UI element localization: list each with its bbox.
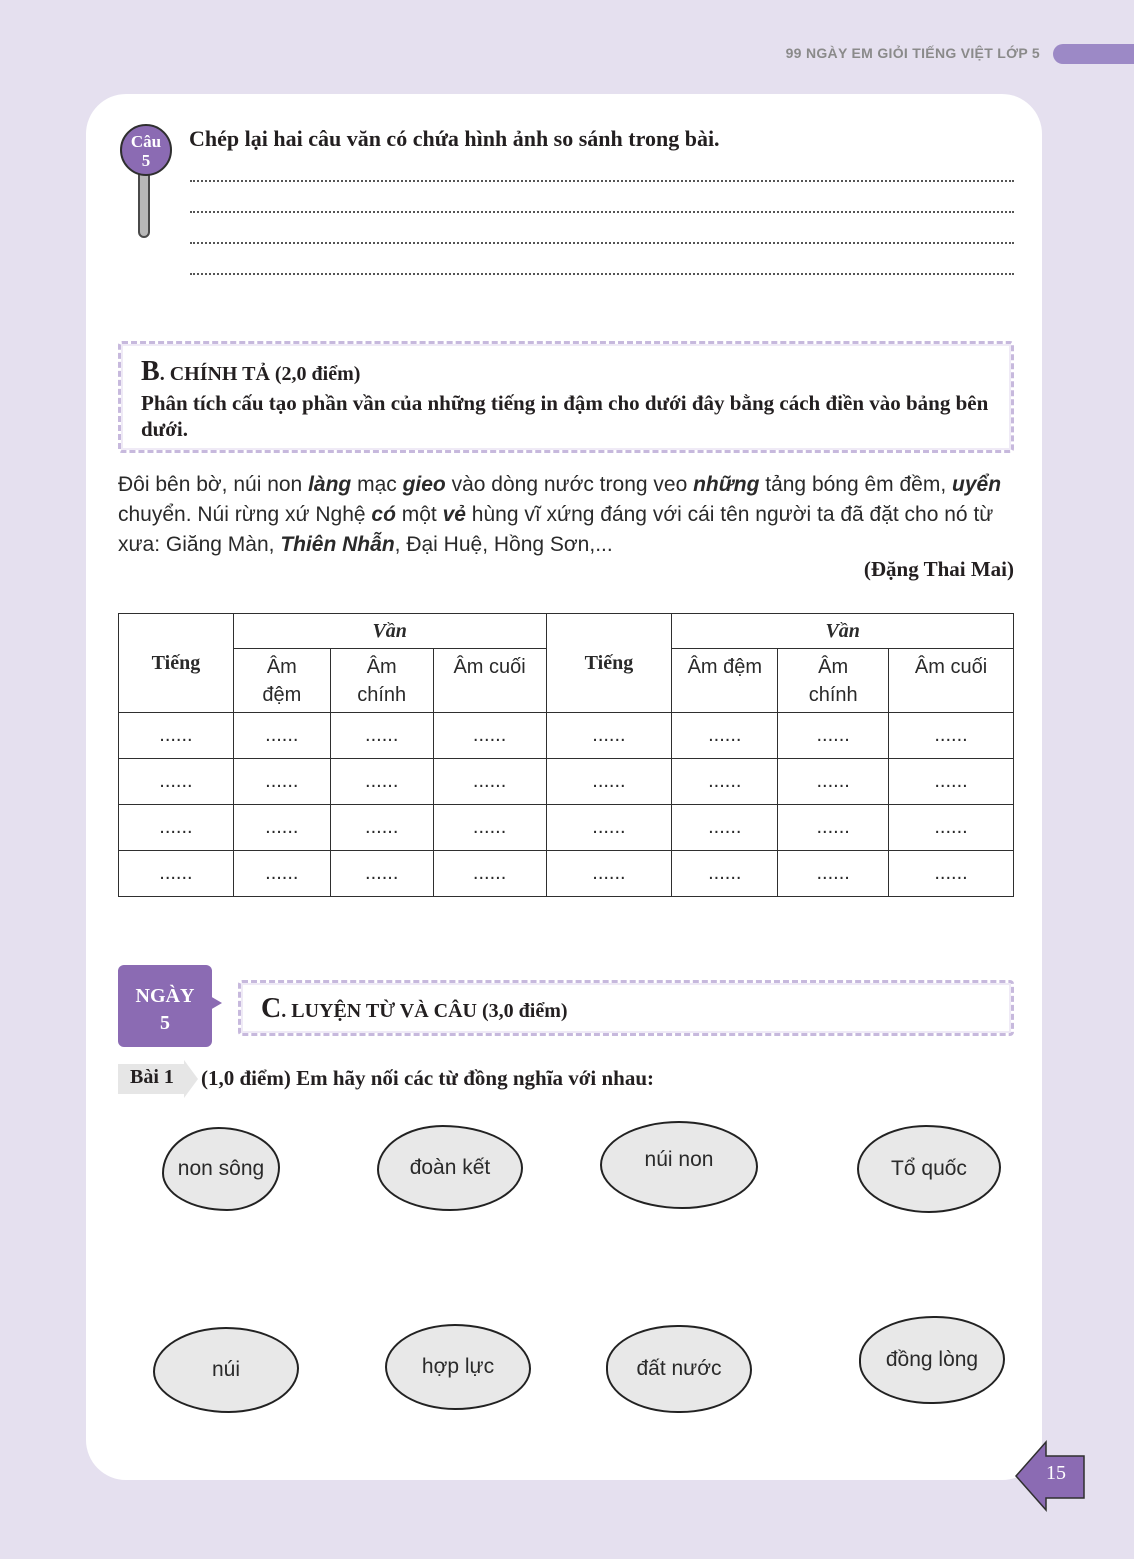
answer-cell[interactable]: ......	[672, 851, 778, 897]
answer-line[interactable]	[190, 273, 1014, 275]
pin-stick-icon	[138, 168, 150, 238]
highlighted-word: vẻ	[442, 503, 466, 526]
passage-segment: mạc	[351, 473, 403, 496]
answer-cell[interactable]: ......	[546, 759, 672, 805]
header-am-dem: Âm đệm	[672, 649, 778, 713]
header-accent-bar	[1053, 44, 1134, 64]
answer-cell[interactable]: ......	[119, 851, 234, 897]
answer-line[interactable]	[190, 242, 1014, 244]
exercise-tag: Bài 1	[118, 1064, 184, 1094]
word-blob[interactable]: núi non	[600, 1121, 758, 1209]
passage-segment: Đôi bên bờ, núi non	[118, 473, 309, 496]
exercise-instruction: (1,0 điểm) Em hãy nối các từ đồng nghĩa với nhau:	[201, 1066, 655, 1090]
section-b-box	[118, 341, 1014, 453]
answer-cell[interactable]: ......	[546, 713, 672, 759]
word-blob[interactable]: đồng lòng	[859, 1316, 1005, 1404]
answer-cell[interactable]: ......	[778, 851, 889, 897]
answer-cell[interactable]: ......	[330, 713, 433, 759]
answer-cell[interactable]: ......	[889, 759, 1014, 805]
day-badge-number: 5	[160, 1012, 170, 1034]
answer-cell[interactable]: ......	[119, 805, 234, 851]
answer-cell[interactable]: ......	[889, 713, 1014, 759]
answer-line[interactable]	[190, 211, 1014, 213]
question-badge-label: Câu	[130, 132, 162, 151]
header-tieng: Tiếng	[546, 614, 672, 713]
section-b-description: Phân tích cấu tạo phần vần của những tiếng in đậm cho dưới đây bằng cách điền vào bảng bên dưới.	[141, 391, 989, 441]
day-badge-pointer	[210, 996, 222, 1010]
answer-cell[interactable]: ......	[546, 805, 672, 851]
answer-cell[interactable]: ......	[889, 851, 1014, 897]
passage-segment: hùng vĩ xứng đáng với cái tên người ta đã đặt cho nó từ xưa: Giăng Màn,	[118, 503, 994, 556]
answer-cell[interactable]: ......	[672, 759, 778, 805]
header-am-chinh: Âm chính	[330, 649, 433, 713]
passage-segment: , Đại Huệ, Hồng Sơn,...	[394, 533, 613, 556]
answer-cell[interactable]: ......	[119, 759, 234, 805]
section-c-title: C. LUYỆN TỪ VÀ CÂU (3,0 điểm)	[261, 993, 568, 1024]
answer-cell[interactable]: ......	[778, 805, 889, 851]
table-row	[119, 851, 1014, 897]
header-van: Vần	[233, 614, 546, 649]
table-row	[119, 713, 1014, 759]
header-tieng: Tiếng	[119, 614, 234, 713]
answer-cell[interactable]: ......	[233, 713, 330, 759]
section-b-title: B. CHÍNH TẢ (2,0 điểm)	[141, 356, 361, 387]
answer-cell[interactable]: ......	[233, 805, 330, 851]
answer-cell[interactable]: ......	[433, 759, 546, 805]
header-am-cuoi: Âm cuối	[433, 649, 546, 713]
passage-segment: một	[395, 503, 443, 526]
highlighted-word: có	[371, 503, 396, 526]
highlighted-word: những	[693, 473, 760, 496]
answer-cell[interactable]: ......	[778, 759, 889, 805]
answer-cell[interactable]: ......	[433, 851, 546, 897]
header-van: Vần	[672, 614, 1014, 649]
question-text: Chép lại hai câu văn có chứa hình ảnh so sánh trong bài.	[189, 126, 720, 151]
passage-segment: vào dòng nước trong veo	[445, 473, 694, 496]
passage-segment: tảng bóng êm đềm,	[759, 473, 953, 496]
highlighted-word: gieo	[402, 473, 446, 496]
question-badge-number: 5	[141, 151, 151, 170]
answer-cell[interactable]: ......	[546, 851, 672, 897]
word-blob[interactable]: núi	[153, 1327, 299, 1413]
question-badge	[120, 124, 172, 176]
header-am-cuoi: Âm cuối	[889, 649, 1014, 713]
word-blob[interactable]: non sông	[162, 1127, 280, 1211]
answer-cell[interactable]: ......	[433, 713, 546, 759]
passage-segment: chuyển. Núi rừng xứ Nghệ	[118, 503, 372, 526]
exercise-tag-arrow	[184, 1060, 198, 1098]
answer-cell[interactable]: ......	[672, 805, 778, 851]
rhyme-analysis-table	[118, 613, 1014, 897]
highlighted-word: làng	[308, 473, 352, 496]
answer-line[interactable]	[190, 180, 1014, 182]
highlighted-word: uyển	[952, 473, 1002, 496]
book-title: 99 NGÀY EM GIỎI TIẾNG VIỆT LỚP 5	[785, 45, 1040, 61]
answer-cell[interactable]: ......	[672, 713, 778, 759]
table-row	[119, 805, 1014, 851]
page-number: 15	[1046, 1462, 1066, 1484]
answer-cell[interactable]: ......	[233, 851, 330, 897]
answer-cell[interactable]: ......	[119, 713, 234, 759]
highlighted-word: Thiên Nhẫn	[280, 533, 395, 556]
word-blob[interactable]: đoàn kết	[377, 1125, 523, 1211]
answer-cell[interactable]: ......	[433, 805, 546, 851]
table-row	[119, 759, 1014, 805]
header-am-dem: Âm đệm	[233, 649, 330, 713]
day-badge	[118, 965, 212, 1047]
answer-cell[interactable]: ......	[889, 805, 1014, 851]
passage-author: (Đặng Thai Mai)	[863, 557, 1014, 581]
answer-cell[interactable]: ......	[330, 759, 433, 805]
passage-text	[118, 470, 1018, 560]
word-blob[interactable]: đất nước	[606, 1325, 752, 1413]
word-blob[interactable]: hợp lực	[385, 1324, 531, 1410]
answer-cell[interactable]: ......	[233, 759, 330, 805]
header-am-chinh: Âm chính	[778, 649, 889, 713]
section-c-box	[238, 980, 1014, 1036]
answer-cell[interactable]: ......	[778, 713, 889, 759]
answer-cell[interactable]: ......	[330, 805, 433, 851]
answer-cell[interactable]: ......	[330, 851, 433, 897]
word-blob[interactable]: Tổ quốc	[857, 1125, 1001, 1213]
day-badge-label: NGÀY	[135, 985, 195, 1007]
